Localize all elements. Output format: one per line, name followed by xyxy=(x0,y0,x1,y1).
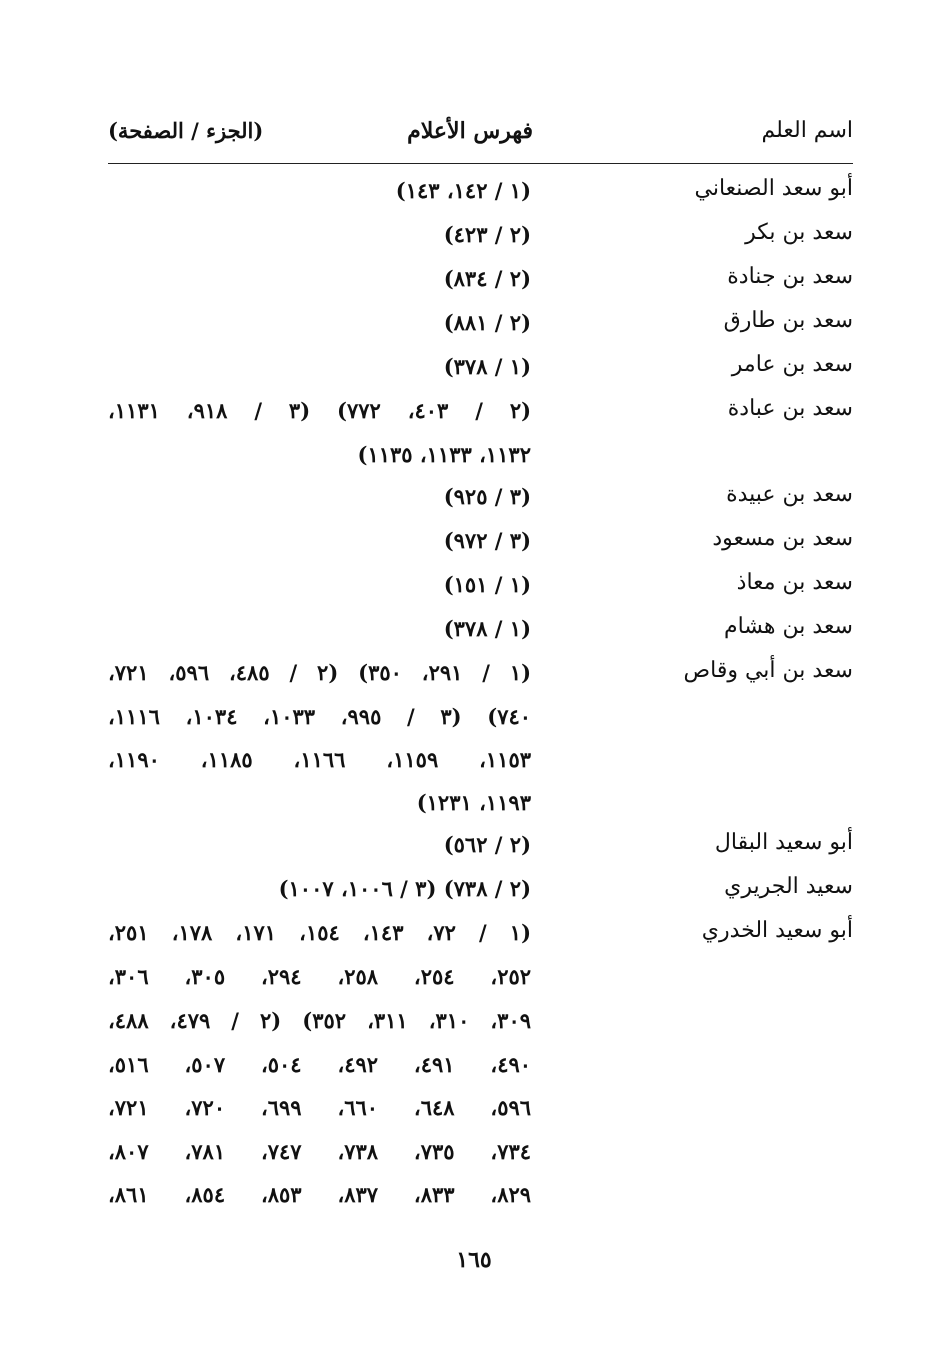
entry-refs: (٢ / ٤٠٣، ٧٧٢) (٣ / ٩١٨، ١١٣١، xyxy=(108,398,532,423)
index-entry xyxy=(108,830,853,874)
index-entry-continuation xyxy=(108,1093,853,1137)
entry-refs: ١١٥٣، ١١٥٩، ١١٦٦، ١١٨٥، ١١٩٠، xyxy=(108,747,532,772)
index-entry xyxy=(108,874,853,918)
entry-refs: (٣ / ٩٢٥) xyxy=(443,484,531,509)
entry-name: سعد بن هشام xyxy=(723,614,853,639)
entry-refs: (٢ / ٤٢٣) xyxy=(443,222,531,247)
index-entry xyxy=(108,482,853,526)
entry-refs: (٢ / ٨٨١) xyxy=(443,310,531,335)
entry-refs: (١ / ٢٩١، ٣٥٠) (٢ / ٤٨٥، ٥٩٦، ٧٢١، xyxy=(108,660,532,685)
index-title: فهرس الأعلام xyxy=(407,118,533,144)
entry-name: أبو سعيد البقال xyxy=(714,830,853,855)
entry-refs: (١ / ١٥١) xyxy=(443,572,531,597)
index-entry-continuation xyxy=(108,788,853,832)
entry-name: أبو سعيد الخدري xyxy=(701,918,853,943)
index-entry-continuation xyxy=(108,745,853,789)
index-entry xyxy=(108,264,853,308)
entry-name: سعد بن عبيدة xyxy=(726,482,853,507)
entry-refs: (١ / ١٤٢، ١٤٣) xyxy=(395,178,531,203)
index-entry-continuation xyxy=(108,702,853,746)
index-entry xyxy=(108,352,853,396)
entry-refs: ٥٩٦، ٦٤٨، ٦٦٠، ٦٩٩، ٧٢٠، ٧٢١، xyxy=(108,1095,532,1120)
entry-name: أبو سعد الصنعاني xyxy=(694,176,853,201)
entry-refs: (١ / ٣٧٨) xyxy=(443,616,531,641)
index-entry xyxy=(108,614,853,658)
index-entry-continuation xyxy=(108,440,853,484)
entry-refs: ١١٣٢، ١١٣٣، ١١٣٥) xyxy=(357,442,531,467)
name-column-heading: اسم العلم xyxy=(761,118,853,143)
entry-name: سعد بن عامر xyxy=(731,352,853,377)
index-entry xyxy=(108,308,853,352)
entry-refs: ٣٠٩، ٣١٠، ٣١١، ٣٥٢) (٢ / ٤٧٩، ٤٨٨، xyxy=(108,1008,532,1033)
entry-refs: ٧٣٤، ٧٣٥، ٧٣٨، ٧٤٧، ٧٨١، ٨٠٧، xyxy=(108,1139,532,1164)
entry-refs: (١ / ٣٧٨) xyxy=(443,354,531,379)
index-entry xyxy=(108,220,853,264)
entry-name: سعد بن جنادة xyxy=(727,264,853,289)
index-entry-continuation xyxy=(108,962,853,1006)
entry-name: سعد بن عبادة xyxy=(727,396,853,421)
index-entry xyxy=(108,658,853,702)
refs-column-heading: (الجزء / الصفحة) xyxy=(108,118,264,143)
entry-refs: (٢ / ٥٦٢) xyxy=(443,832,531,857)
entry-refs: (٣ / ٩٧٢) xyxy=(443,528,531,553)
entry-name: سعد بن مسعود xyxy=(712,526,853,551)
index-entry-continuation xyxy=(108,1180,853,1224)
index-entry xyxy=(108,176,853,220)
entry-refs: ١١٩٣، ١٢٣١) xyxy=(416,790,531,815)
entry-refs: ٧٤٠) (٣ / ٩٩٥، ١٠٣٣، ١٠٣٤، ١١١٦، xyxy=(108,704,532,729)
entry-name: سعيد الجريري xyxy=(724,874,853,899)
page-number: ١٦٥ xyxy=(456,1247,492,1273)
index-entry xyxy=(108,526,853,570)
entry-name: سعد بن بكر xyxy=(745,220,853,245)
entry-refs: ٨٢٩، ٨٣٣، ٨٣٧، ٨٥٣، ٨٥٤، ٨٦١، xyxy=(108,1182,532,1207)
index-entry xyxy=(108,570,853,614)
entry-refs: ٤٩٠، ٤٩١، ٤٩٢، ٥٠٤، ٥٠٧، ٥١٦، xyxy=(108,1052,532,1077)
entry-name: سعد بن أبي وقاص xyxy=(683,658,853,683)
entry-name: سعد بن معاذ xyxy=(736,570,853,595)
entry-refs: ٢٥٢، ٢٥٤، ٢٥٨، ٢٩٤، ٣٠٥، ٣٠٦، xyxy=(108,964,532,989)
index-entry-continuation xyxy=(108,1137,853,1181)
index-entry-continuation xyxy=(108,1050,853,1094)
index-entry-continuation xyxy=(108,1006,853,1050)
entry-name: سعد بن طارق xyxy=(723,308,853,333)
index-entry xyxy=(108,396,853,440)
entry-refs: (٢ / ٨٣٤) xyxy=(443,266,531,291)
entry-refs: (٢ / ٧٣٨) (٣ / ١٠٠٦، ١٠٠٧) xyxy=(278,876,531,901)
index-entry xyxy=(108,918,853,962)
entry-refs: (١ / ٧٢، ١٤٣، ١٥٤، ١٧١، ١٧٨، ٢٥١، xyxy=(108,920,532,945)
